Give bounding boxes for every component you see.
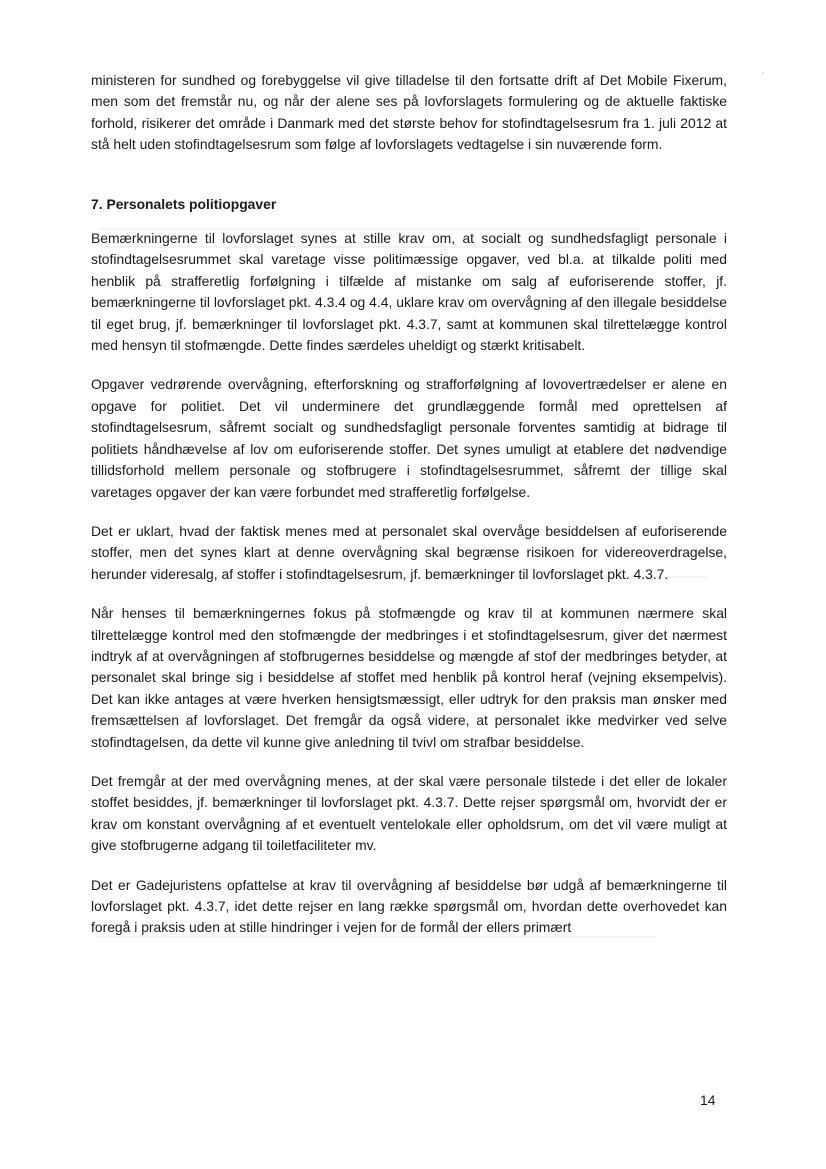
page-number: 14: [700, 1092, 716, 1108]
body-paragraph: Det er Gadejuristens opfattelse at krav til overvågning af besiddelse bør udgå af bemærkningerne til lovforslaget pkt. 4.3.7, idet dette rejser en lang række spørgsmål om, hvordan dette overhovedet kan foregå i praksis uden at stille hindringer i vejen for de formål der ellers primært: [91, 876, 727, 936]
section-heading: 7. Personalets politiopgaver: [91, 195, 277, 212]
body-paragraph: Når henses til bemærkningernes fokus på stofmængde og krav til at kommunen nærmere skal tilrettelægge kontrol med den stofmængde der medbringes i et stofindtagelsesrum, giver det nærmest indtryk af at overvågningen af stofbrugernes besiddelse og mængde af stof der medbringes betyder, at personalet skal bringe sig i besiddelse af stoffet med henblik på kontrol heraf (vejning eksempelvis). Det kan ikke antages at være hverken hensigtsmæssigt, eller udtryk for den praksis man ønsker med fremsættelsen af lovforslaget. Det fremgår da også videre, at personalet ikke medvirker ved selve stofindtagelsen, da dette vil kunne give anledning til tvivl om strafbar besiddelse.: [91, 605, 727, 750]
scan-speck: [762, 72, 764, 74]
body-paragraph: Det fremgår at der med overvågning menes, at der skal være personale tilstede i det eller de lokaler stoffet besiddes, jf. bemærkninger til lovforslaget pkt. 4.3.7. Dette rejser spørgsmål om, hvorvidt der er krav om konstant overvågning af et eventuelt ventelokale eller opholdsrum, om det vil være muligt at give stofbrugerne adgang til toiletfaciliteter mv.: [91, 772, 727, 854]
continued-paragraph: ministeren for sundhed og forebyggelse vil give tilladelse til den fortsatte drift af Det Mobile Fixerum, men som det fremstår nu, og når der alene ses på lovforslagets formulering og de aktuelle faktiske forhold, risikerer det område i Danmark med det største behov for stofindtagelsesrum fra 1. juli 2012 at stå helt uden stofindtagelsesrum som følge af lovforslagets vedtagelse i sin nuværende form.: [91, 72, 727, 153]
document-body: [91, 70, 727, 957]
body-paragraph: Opgaver vedrørende overvågning, efterforskning og strafforfølgning af lovovertrædelser er alene en opgave for politiet. Det vil underminere det grundlæggende formål med oprettelsen af stofindtagelsesrum, såfremt socialt og sundhedsfagligt personale forventes samtidig at bidrage til politiets håndhævelse af lov om euforiserende stoffer. Det synes umuligt at etablere det nødvendige tillidsforhold mellem personale og stofbrugere i stofindtagelsesrummet, såfremt der tillige skal varetages opgaver der kan være forbundet med strafferetlig forfølgelse.: [91, 376, 727, 500]
body-paragraph: Det er uklart, hvad der faktisk menes med at personalet skal overvåge besiddelsen af euforiserende stoffer, men det synes klart at denne overvågning skal begrænse risikoen for videreoverdragelse, herunder videresalg, af stoffer i stofindtagelsesrum, jf. bemærkninger til lovforslaget pkt. 4.3.7.: [91, 522, 727, 582]
body-paragraph: Bemærkningerne til lovforslaget synes at stille krav om, at socialt og sundhedsfagligt personale i stofindtagelsesrummet skal varetage visse politimæssige opgaver, ved bl.a. at tilkalde politi med henblik på strafferetlig forfølgning i tilfælde af mistanke om salg af euforiserende stoffer, jf. bemærkningerne til lovforslaget pkt. 4.3.4 og 4.4, uklare krav om overvågning af den illegale besiddelse til eget brug, jf. bemærkninger til lovforslaget pkt. 4.3.7, samt at kommunen skal tilrettelægge kontrol med hensyn til stofmængde. Dette findes særdeles uheldigt og stærkt kritisabelt.: [91, 230, 727, 354]
